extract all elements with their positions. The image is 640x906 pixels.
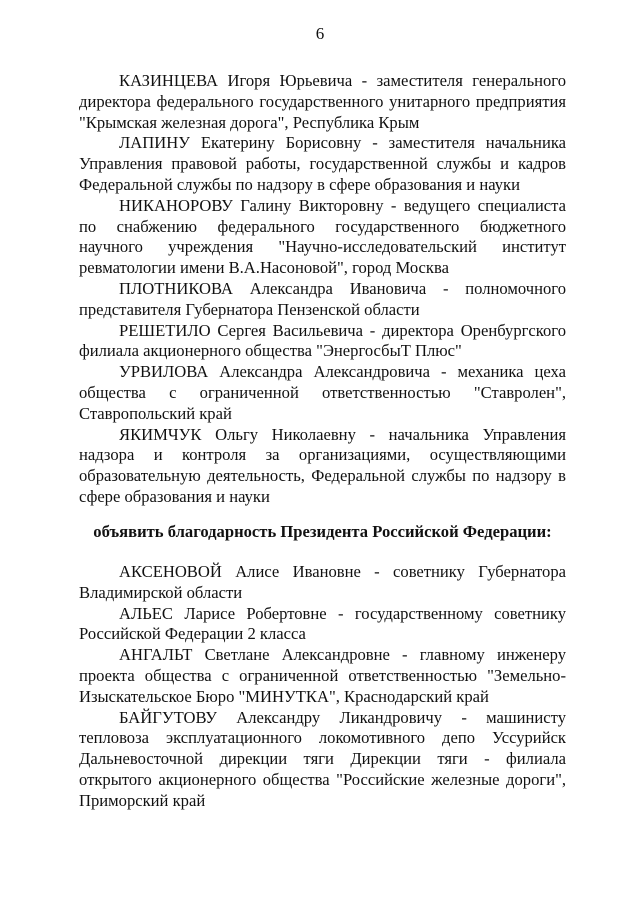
awardee-entry [79,425,566,508]
awardee-surname: ЛАПИНУ [119,133,190,153]
awardee-list-block-2 [79,562,566,812]
awardee-list-block-1 [79,71,566,508]
awardee-entry [79,708,566,812]
awardee-details: Ларисе Робертовне - государственному советнику Российской Федерации 2 класса [79,603,566,644]
awardee-details: Сергея Васильевича - директора Оренбургского филиала акционерного общества "ЭнергосбыТ Плюс" [79,320,566,361]
awardee-details: Галину Викторовну - ведущего специалиста по снабжению федерального государственного бюджетного научного учреждения "Научно-исследовательский институт ревматологии имени В.А.Насоновой", город Москва [79,195,566,278]
awardee-surname: БАЙГУТОВУ [119,707,217,727]
awardee-surname: КАЗИНЦЕВА [119,71,219,90]
awardee-entry [79,196,566,279]
awardee-details: Алисе Ивановне - советнику Губернатора Владимирской области [79,562,566,602]
awardee-surname: ЯКИМЧУК [119,424,202,444]
awardee-entry [79,604,566,646]
awardee-entry [79,321,566,363]
awardee-details: Александру Ликандровичу - машинисту тепловоза эксплуатационного локомотивного депо Уссурийск Дальневосточной дирекции тяги Дирекции тяги - филиала открытого акционерного общества "Российские железные дороги", Приморский край [79,707,566,810]
section-heading: объявить благодарность Президента Российской Федерации: [93,522,552,541]
awardee-surname: НИКАНОРОВУ [119,195,233,215]
awardee-details: Ольгу Николаевну - начальника Управления надзора и контроля за организациями, осуществляющими образовательную деятельность, Федеральной службы по надзору в сфере образования и науки [79,424,566,506]
page-number: 6 [315,24,325,43]
awardee-surname: АНГАЛЬТ [119,645,193,665]
awardee-surname: АЛЬЕС [119,603,173,623]
awardee-entry [79,71,566,133]
awardee-details: Александра Александровича - механика цеха общества с ограниченной ответственностью "Ставролен", Ставропольский край [79,362,566,423]
awardee-surname: УРВИЛОВА [119,362,209,382]
awardee-details: Игоря Юрьевича - заместителя генерального директора федерального государственного унитарного предприятия "Крымская железная дорога", Республика Крым [79,71,566,132]
awardee-entry [79,645,566,707]
awardee-details: Александра Ивановича - полномочного представителя Губернатора Пензенской области [79,278,566,319]
awardee-entry [79,279,566,321]
awardee-surname: ПЛОТНИКОВА [119,278,233,298]
awardee-surname: РЕШЕТИЛО [119,320,211,340]
awardee-entry [79,562,566,604]
awardee-entry [79,133,566,195]
awardee-entry [79,362,566,424]
awardee-details: Екатерину Борисовну - заместителя начальника Управления правовой работы, государственной службы и кадров Федеральной службы по надзору в сфере образования и науки [79,133,566,194]
awardee-details: Светлане Александровне - главному инженеру проекта общества с ограниченной ответственностью "Земельно-Изыскательское Бюро "МИНУТКА", Краснодарский край [79,645,566,706]
awardee-surname: АКСЕНОВОЙ [119,562,222,581]
